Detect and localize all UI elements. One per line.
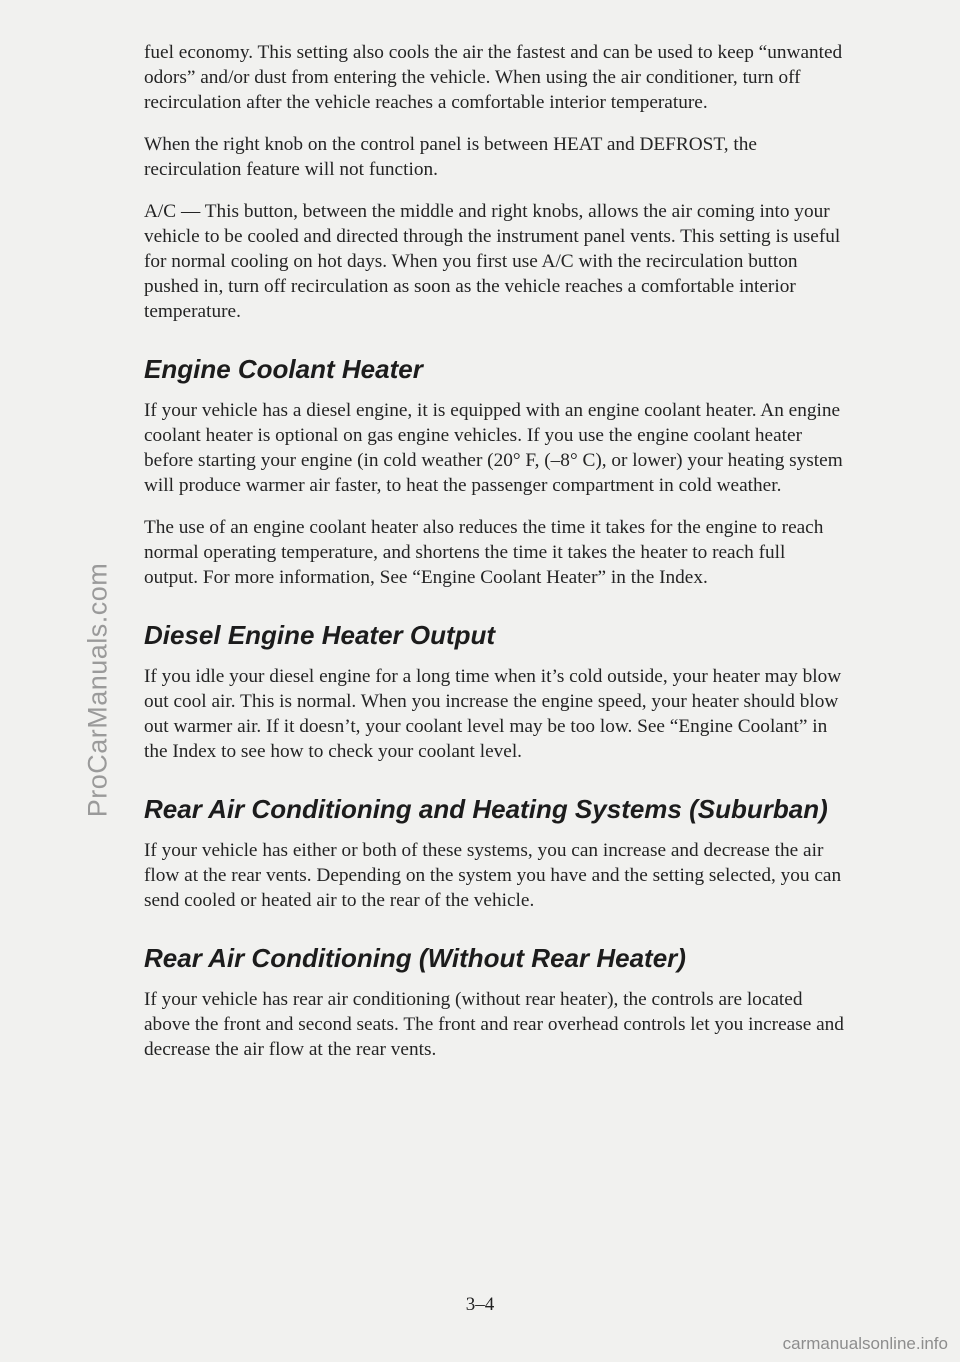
section-paragraph: If you idle your diesel engine for a long time when it’s cold outside, your heater may blow out cool air. This is normal. When you increase the engine speed, your heater should blow out warmer air. If it doesn’t, your coolant level may be too low. See “Engine Coolant” in the Index to see how to check your coolant level. bbox=[144, 666, 842, 762]
footer-watermark: carmanualsonline.info bbox=[782, 1334, 948, 1353]
section-paragraph: If your vehicle has rear air conditioning (without rear heater), the controls are located above the front and second seats. The front and rear overhead controls let you increase and decrease the air flow at the rear vents. bbox=[144, 989, 844, 1060]
side-watermark: ProCarManuals.com bbox=[82, 562, 113, 818]
page-content bbox=[144, 40, 844, 1079]
section-heading-engine-coolant-heater: Engine Coolant Heater bbox=[144, 354, 423, 384]
intro-paragraph-1: fuel economy. This setting also cools the air the fastest and can be used to keep “unwanted odors” and/or dust from entering the vehicle. When using the air conditioner, turn off recirculation after the vehicle reaches a comfortable interior temperature. bbox=[144, 42, 843, 113]
intro-paragraph-3: A/C — This button, between the middle and right knobs, allows the air coming into your vehicle to be cooled and directed through the instrument panel vents. This setting is useful for normal cooling on hot days. When you first use A/C with the recirculation button pushed in, turn off recirculation as soon as the vehicle reaches a comfortable interior temperature. bbox=[144, 201, 841, 322]
section-paragraph: If your vehicle has either or both of these systems, you can increase and decrease the air flow at the rear vents. Depending on the system you have and the setting selected, you can send cooled or heated air to the rear of the vehicle. bbox=[144, 840, 842, 911]
section-heading-rear-ac-heating-suburban: Rear Air Conditioning and Heating Systems (Suburban) bbox=[144, 794, 828, 824]
section-paragraph: The use of an engine coolant heater also reduces the time it takes for the engine to reach normal operating temperature, and shortens the time it takes the heater to reach full output. For more information, See “Engine Coolant Heater” in the Index. bbox=[144, 517, 824, 588]
section-heading-rear-ac-without-heater: Rear Air Conditioning (Without Rear Heater) bbox=[144, 943, 686, 973]
section-heading-diesel-engine-heater-output: Diesel Engine Heater Output bbox=[144, 620, 496, 650]
intro-paragraph-2: When the right knob on the control panel is between HEAT and DEFROST, the recirculation feature will not function. bbox=[144, 134, 757, 180]
section-paragraph: If your vehicle has a diesel engine, it is equipped with an engine coolant heater. An engine coolant heater is optional on gas engine vehicles. If you use the engine coolant heater before starting your engine (in cold weather (20° F, (–8° C), or lower) your heating system will produce warmer air faster, to heat the passenger compartment in cold weather. bbox=[144, 400, 843, 496]
page-number: 3–4 bbox=[465, 1294, 495, 1315]
